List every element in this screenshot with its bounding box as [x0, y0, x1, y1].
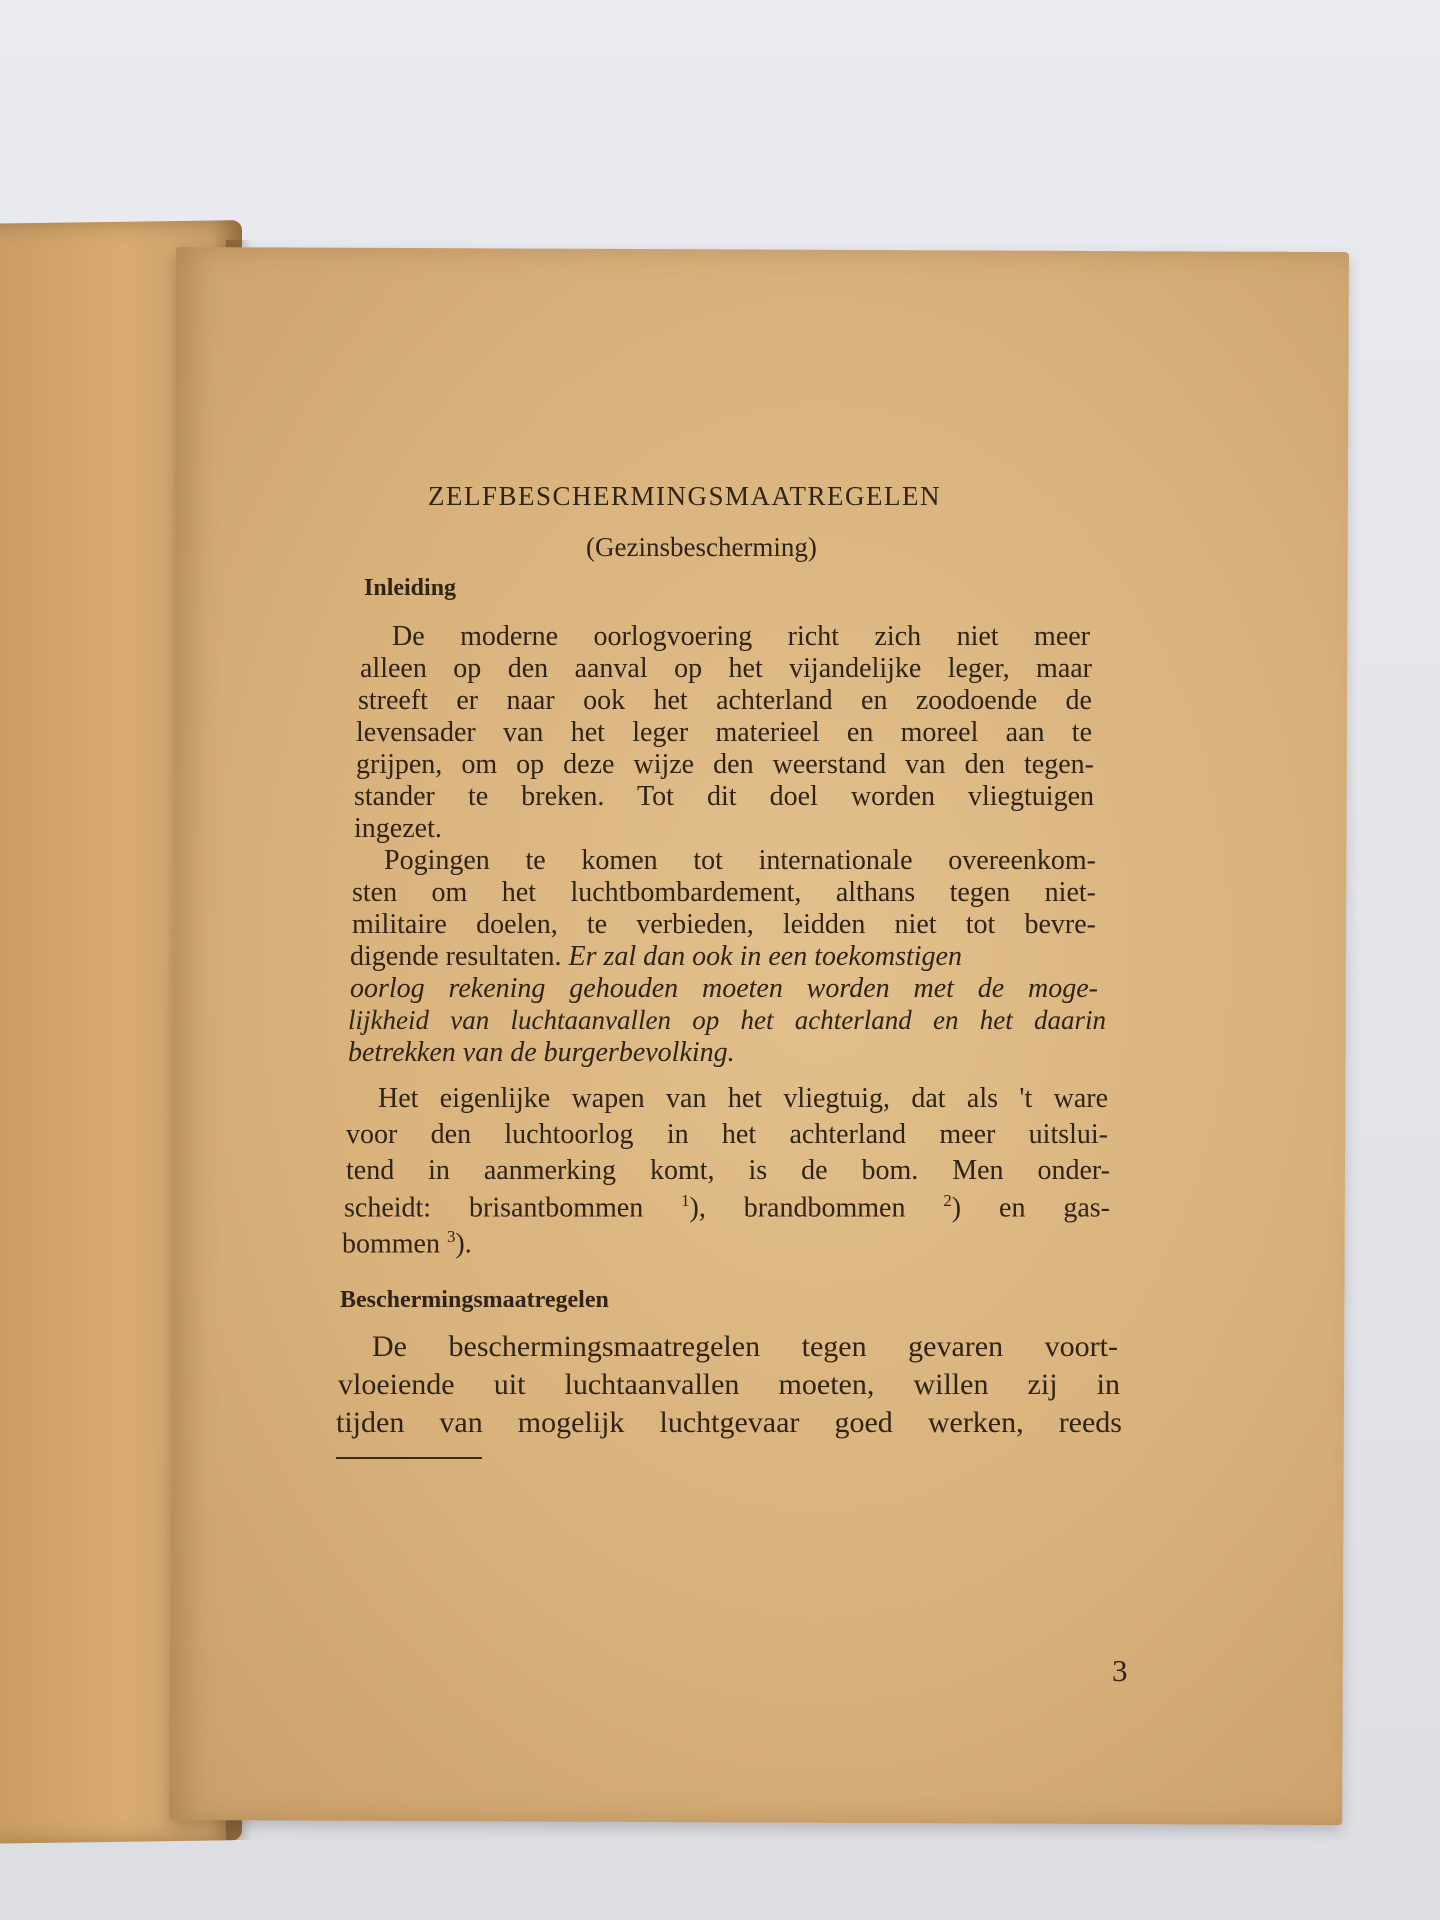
page-title: ZELFBESCHERMINGSMAATREGELEN — [428, 481, 942, 511]
text-line: Het eigenlijke wapen van het vliegtuig, dat als 't ware — [378, 1083, 1108, 1114]
text-line: De moderne oorlogvoering richt zich niet meer — [392, 621, 1090, 652]
footnote-rule — [336, 1457, 482, 1459]
footnote-ref: 1 — [681, 1191, 690, 1210]
text-line: alleen op den aanval op het vijandelijke leger, maar — [360, 653, 1092, 684]
italic-line: lijkheid van luchtaanvallen op het achterland en het daarin — [348, 1005, 1106, 1035]
text-line: stander te breken. Tot dit doel worden vliegtuigen — [354, 781, 1094, 812]
italic-span: Er zal dan ook in een toekomstigen — [568, 941, 962, 972]
text-line: vloeiende uit luchtaanvallen moeten, willen zij in — [338, 1368, 1120, 1401]
text-line: De beschermingsmaatregelen tegen gevaren voort- — [372, 1330, 1118, 1363]
text-line — [342, 1227, 472, 1260]
text-line: tend in aanmerking komt, is de bom. Men onder- — [346, 1155, 1110, 1186]
footnote-ref: 3 — [447, 1227, 456, 1246]
page-number: 3 — [1112, 1653, 1128, 1688]
footnote-ref: 2 — [943, 1191, 952, 1210]
text-line: militaire doelen, te verbieden, leidden niet tot bevre- — [352, 909, 1096, 940]
text-span: digende resultaten. — [350, 941, 562, 972]
text-span: ). — [455, 1228, 472, 1260]
text-line: levensader van het leger materieel en moreel aan te — [356, 717, 1092, 748]
text-span: ) en gas- — [951, 1192, 1110, 1224]
text-line: voor den luchtoorlog in het achterland meer uitslui- — [346, 1119, 1108, 1150]
section-heading-beschermingsmaatregelen: Beschermingsmaatregelen — [340, 1287, 609, 1313]
text-span: ), brandbommen — [689, 1192, 944, 1224]
text-line: Pogingen te komen tot internationale overeenkom- — [384, 845, 1096, 876]
text-span: scheidt: brisantbommen — [344, 1192, 682, 1224]
text-line: streeft er naar ook het achterland en zoodoende de — [358, 685, 1092, 716]
text-line — [344, 1191, 1110, 1224]
italic-line: oorlog rekening gehouden moeten worden met de moge- — [350, 973, 1098, 1004]
text-line: sten om het luchtbombardement, althans tegen niet- — [352, 877, 1096, 908]
text-line — [350, 941, 962, 973]
italic-line: betrekken van de burgerbevolking. — [348, 1037, 735, 1068]
text-span: bommen — [342, 1228, 447, 1260]
text-line: grijpen, om op deze wijze den weerstand van den tegen- — [356, 749, 1094, 780]
text-line: tijden van mogelijk luchtgevaar goed werken, reeds — [336, 1406, 1122, 1439]
text-line: ingezet. — [354, 813, 442, 844]
page-subtitle: (Gezinsbescherming) — [586, 532, 817, 562]
section-heading-inleiding: Inleiding — [364, 575, 457, 601]
